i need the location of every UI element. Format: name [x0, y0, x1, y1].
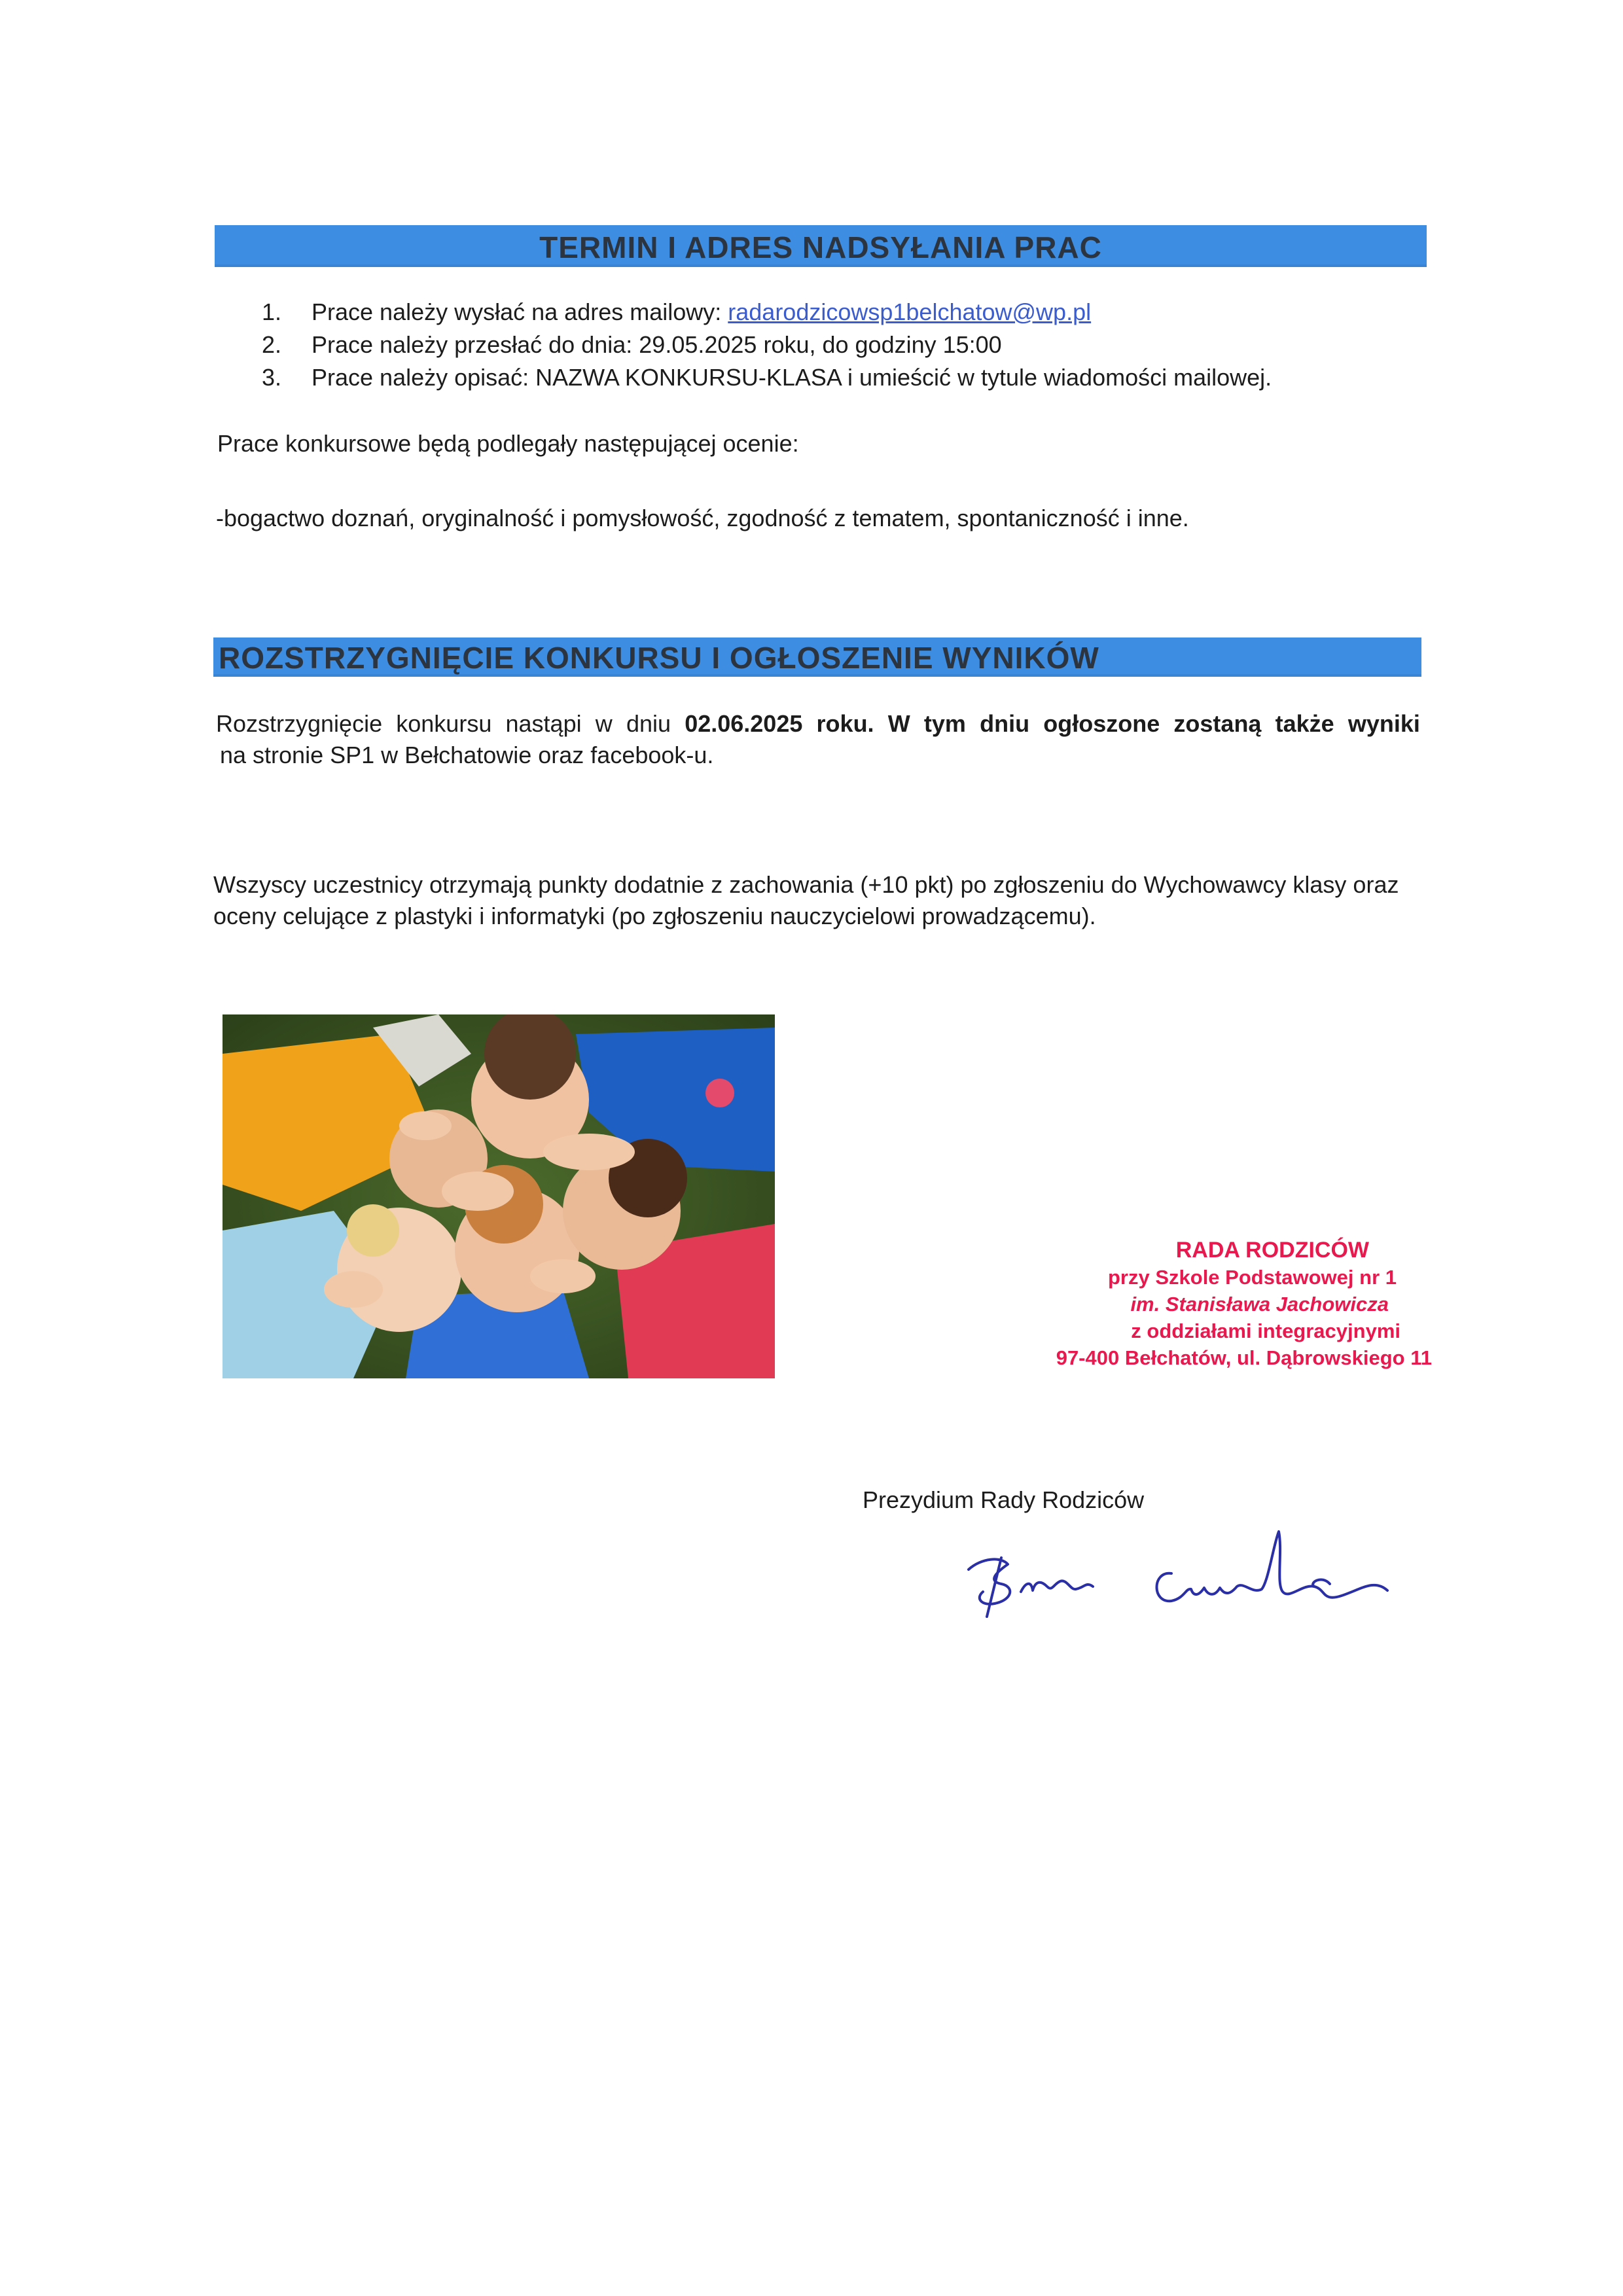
list-item	[262, 296, 1374, 329]
points-line-1: Wszyscy uczestnicy otrzymają punkty dodatnie z zachowania (+10 pkt) po zgłoszeniu do Wychowawcy klasy oraz	[213, 871, 1399, 898]
results-word: konkursu	[396, 710, 492, 737]
list-item-number: 3.	[262, 364, 282, 391]
stamp-line: RADA RODZICÓW	[1175, 1238, 1369, 1263]
list-item-text-3: Prace należy opisać: NAZWA KONKURSU-KLASA i umieścić w tytule wiadomości mailowej.	[312, 364, 1272, 391]
council-stamp	[995, 1237, 1440, 1371]
list-item	[262, 361, 1374, 394]
submission-rules-list	[262, 296, 1374, 394]
signature-title: Prezydium Rady Rodziców	[863, 1486, 1145, 1513]
stamp-line: im. Stanisława Jachowicza	[1130, 1293, 1389, 1316]
stamp-line: 97-400 Bełchatów, ul. Dąbrowskiego 11	[1056, 1346, 1432, 1369]
results-word: roku.	[816, 710, 874, 737]
points-paragraph	[213, 869, 1399, 932]
section-title-results	[213, 637, 1421, 677]
evaluation-intro: Prace konkursowe będą podlegały następującej ocenie:	[217, 430, 799, 457]
results-word: tym	[923, 710, 966, 737]
results-word: wyniki	[1347, 710, 1420, 737]
handwritten-signature	[955, 1518, 1414, 1636]
list-item-number: 1.	[262, 298, 282, 325]
section-title-results-text: ROZSTRZYGNIĘCIE KONKURSU I OGŁOSZENIE WYNIKÓW	[219, 641, 1099, 675]
results-date: 02.06.2025	[685, 710, 803, 737]
stamp-line: przy Szkole Podstawowej nr 1	[1107, 1266, 1397, 1289]
section-title-submission-text: TERMIN I ADRES NADSYŁANIA PRAC	[539, 230, 1102, 264]
results-line-1	[216, 708, 1420, 740]
results-word: dniu	[626, 710, 671, 737]
children-photo-illustration	[223, 1014, 775, 1378]
results-line-2: na stronie SP1 w Bełchatowie oraz facebook-u.	[220, 742, 714, 768]
list-item-number: 2.	[262, 331, 282, 358]
results-word: dniu	[980, 710, 1030, 737]
stamp-line: z oddziałami integracyjnymi	[1131, 1319, 1400, 1342]
results-word: także	[1275, 710, 1334, 737]
results-word: w	[595, 710, 613, 737]
results-word: nastąpi	[505, 710, 582, 737]
signature-icon	[955, 1518, 1414, 1636]
results-word: Rozstrzygnięcie	[216, 710, 383, 737]
results-word: zostaną	[1173, 710, 1262, 737]
children-photo	[223, 1014, 775, 1378]
list-item-text-2: Prace należy przesłać do dnia: 29.05.2025 roku, do godziny 15:00	[312, 331, 1002, 358]
section-title-submission	[215, 225, 1427, 267]
results-paragraph	[216, 708, 1420, 771]
evaluation-criteria: -bogactwo doznań, oryginalność i pomysłowość, zgodność z tematem, spontaniczność i inne.	[216, 505, 1189, 531]
list-item-text	[312, 296, 1091, 329]
results-word: ogłoszone	[1043, 710, 1160, 737]
list-item-text-1: Prace należy wysłać na adres mailowy:	[312, 298, 728, 325]
points-line-2: oceny celujące z plastyki i informatyki (po zgłoszeniu nauczycielowi prowadzącemu).	[213, 903, 1096, 929]
list-item	[262, 329, 1374, 361]
email-link[interactable]: radarodzicowsp1belchatow@wp.pl	[728, 298, 1092, 325]
results-word: W	[887, 710, 910, 737]
